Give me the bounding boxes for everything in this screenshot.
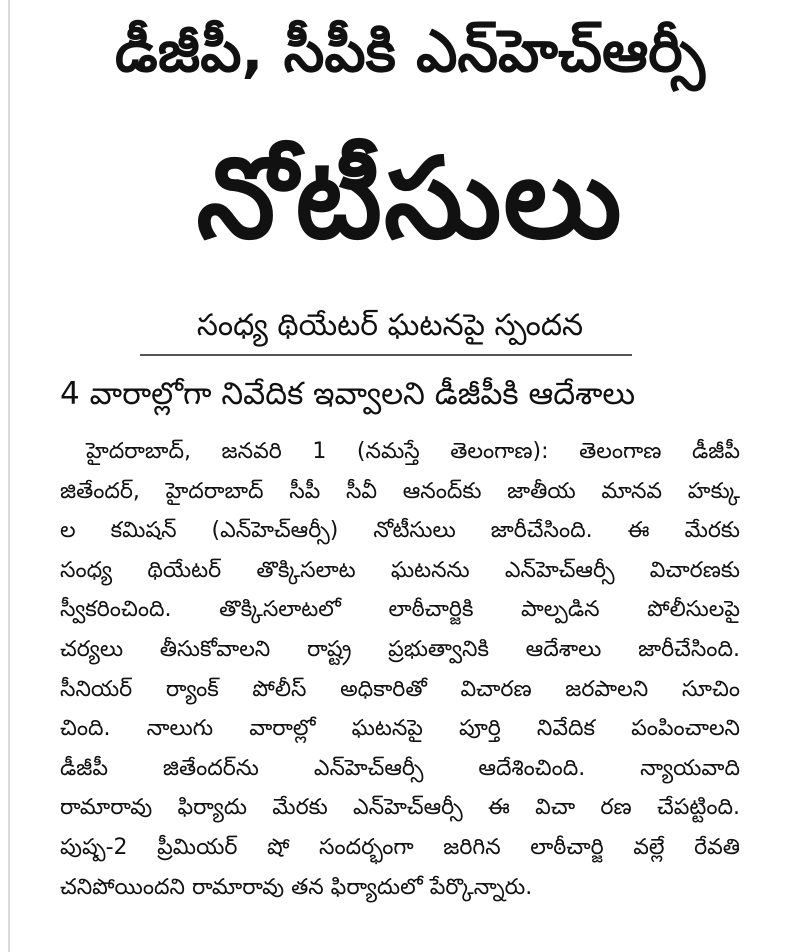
kicker-underline [140,354,632,356]
body-line: పుష్ప-2 ప్రీమియర్ షో సందర్భంగా జరిగిన లాఠీచార్జి వల్లే రేవతి [60,834,740,860]
body-line: హైదరాబాద్, జనవరి 1 (నమస్తే తెలంగాణ): తెలంగాణ డీజీపీ [86,439,740,464]
column-divider [8,0,10,952]
headline-line-1: డీజీపీ, సీపీకి ఎన్‌హెచ్‌ఆర్సీ [114,17,706,85]
body-line: జితేందర్, హైదరాబాద్ సీపీ సీవీ ఆనంద్‌కు జాతీయ మానవ హక్కు [60,478,740,504]
body-line: చనిపోయిందని రామారావు తన ఫిర్యాదులో పేర్కొన్నారు. [60,874,533,900]
subheadline: 4 వారాల్లోగా నివేదిక ఇవ్వాలని డీజీపీకి ఆదేశాలు [60,376,636,412]
kicker-text: సంధ్య థియేటర్ ఘటనపై స్పందన [196,308,584,343]
body-line: రామారావు ఫిర్యాదు మేరకు ఎన్‌హెచ్‌ఆర్సీ ఈ విచా రణ చేపట్టింది. [60,795,740,821]
body-line: స్వీకరించింది. తొక్కిసలాటలో లాఠీచార్జికి పాల్పడిన పోలీసులపై [60,597,740,623]
body-line: సీనియర్ ర్యాంక్ పోలీస్ అధికారితో విచారణ జరపాలని సూచిం [60,676,740,702]
headline-line-2: నోటీసులు [196,134,624,264]
body-line: చర్యలు తీసుకోవాలని రాష్ట్ర ప్రభుత్వానికి ఆదేశాలు జారీచేసింది. [60,636,740,662]
article-body [60,432,740,907]
body-line: డీజీపీ జితేందర్‌ను ఎన్‌హెచ్‌ఆర్సీ ఆదేశించింది. న్యాయవాది [60,755,740,781]
body-line: ల కమిషన్ (ఎన్‌హెచ్‌ఆర్సీ) నోటీసులు జారీచేసింది. ఈ మేరకు [60,518,740,544]
body-line: చింది. నాలుగు వారాల్లో ఘటనపై పూర్తి నివేదిక పంపించాలని [60,716,740,742]
body-line: సంధ్య థియేటర్ తొక్కిసలాట ఘటనను ఎన్‌హెచ్‌ఆర్సీ విచారణకు [60,557,740,583]
